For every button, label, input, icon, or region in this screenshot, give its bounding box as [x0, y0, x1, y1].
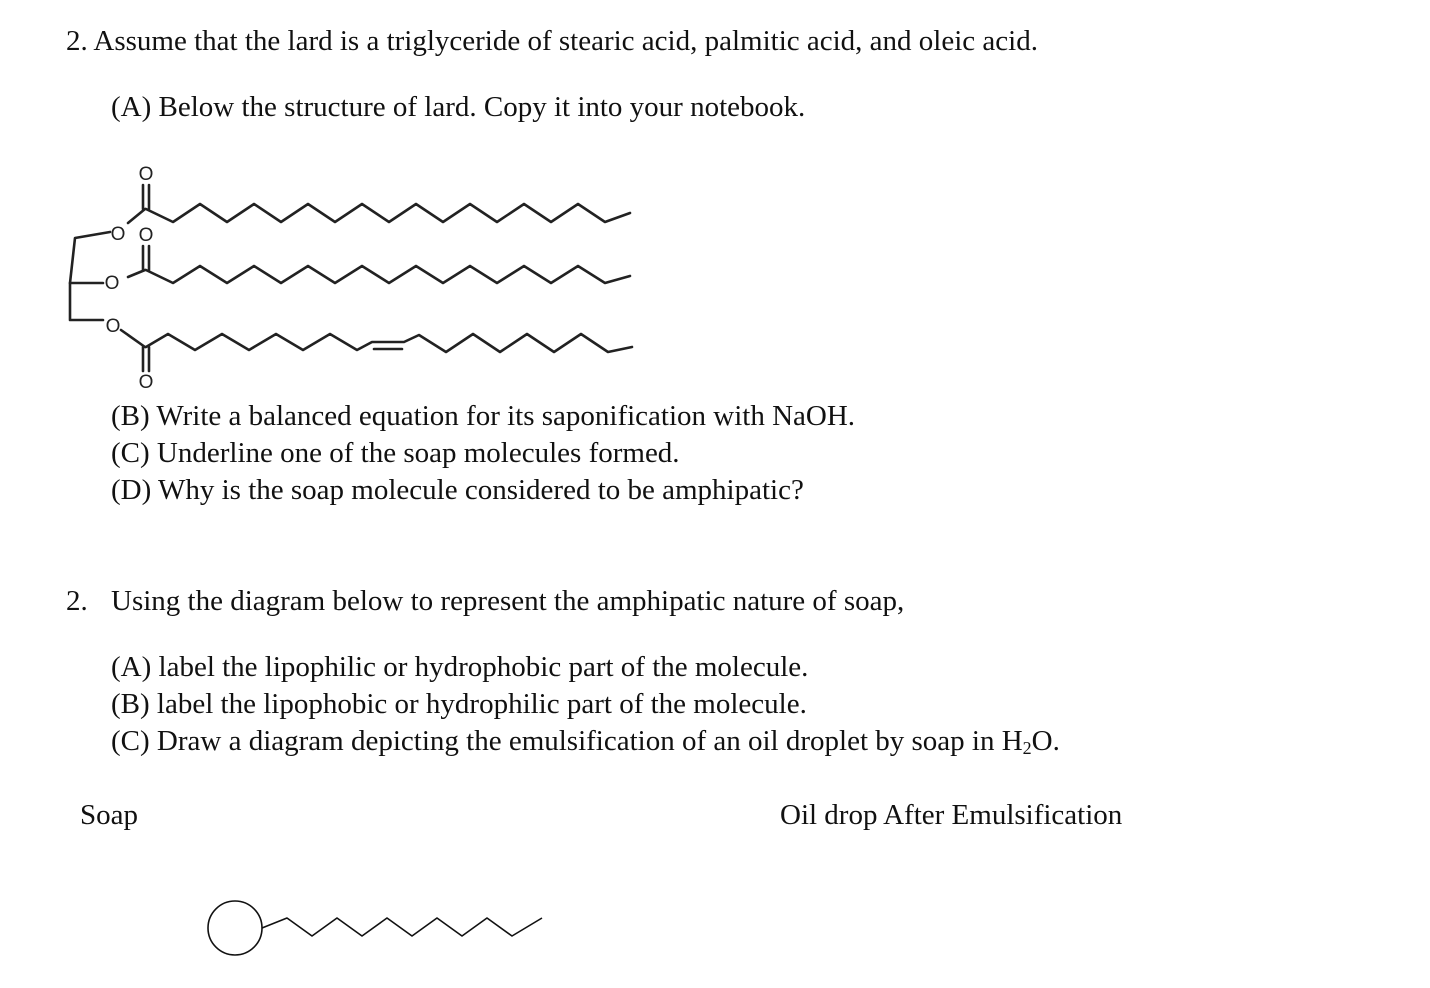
part-b-label: (B): [111, 688, 150, 720]
question-2-number: 2.: [66, 585, 88, 617]
part-c-label: (C): [111, 437, 150, 469]
part-c-text: [157, 725, 1060, 757]
question-2-text: Using the diagram below to represent the amphipatic nature of soap,: [111, 585, 905, 617]
part-a-label: (A): [111, 91, 152, 123]
part-a-label: (A): [111, 651, 152, 683]
oxygen-label: O: [138, 372, 154, 393]
question-1-part-c: [111, 436, 680, 470]
oxygen-label: O: [104, 273, 120, 294]
oxygen-label: O: [138, 225, 154, 246]
part-c-text: Underline one of the soap molecules formed.: [156, 437, 680, 469]
question-2: [66, 584, 904, 618]
question-1-part-b: [111, 399, 855, 433]
part-c-text-end: O.: [1031, 725, 1060, 757]
stearic-chain: [146, 204, 630, 222]
question-1-number: 2.: [66, 25, 88, 57]
part-b-text: Write a balanced equation for its saponification with NaOH.: [156, 400, 856, 432]
part-c-text-main: Draw a diagram depicting the emulsification of an oil droplet by soap in H: [156, 725, 1023, 757]
soap-hydrocarbon-tail: [262, 918, 542, 936]
question-2-part-b: [111, 687, 807, 721]
part-b-text: label the lipophobic or hydrophilic part of the molecule.: [156, 688, 807, 720]
soap-label: Soap: [80, 799, 138, 831]
oxygen-label: O: [138, 164, 154, 185]
soap-polar-head: [208, 901, 262, 955]
oil-drop-label: Oil drop After Emulsification: [780, 799, 1123, 831]
part-a-text: label the lipophilic or hydrophobic part of the molecule.: [158, 651, 809, 683]
part-c-label: (C): [111, 725, 150, 757]
water-subscript: 2: [1022, 738, 1032, 758]
part-b-label: (B): [111, 400, 150, 432]
part-d-text: Why is the soap molecule considered to be amphipatic?: [158, 474, 804, 506]
palmitic-chain: [146, 266, 630, 283]
part-d-label: (D): [111, 474, 152, 506]
ester-bond-1: [128, 209, 145, 223]
ester-bond-3: [121, 330, 145, 347]
question-1-part-d: [111, 473, 804, 507]
question-1-text: Assume that the lard is a triglyceride of stearic acid, palmitic acid, and oleic acid.: [93, 25, 1038, 57]
question-2-part-a: [111, 650, 808, 684]
oxygen-label: O: [105, 316, 121, 337]
oxygen-label: O: [110, 224, 126, 245]
part-a-text: Below the structure of lard. Copy it into your notebook.: [158, 91, 806, 123]
question-2-part-c: [111, 724, 1060, 758]
